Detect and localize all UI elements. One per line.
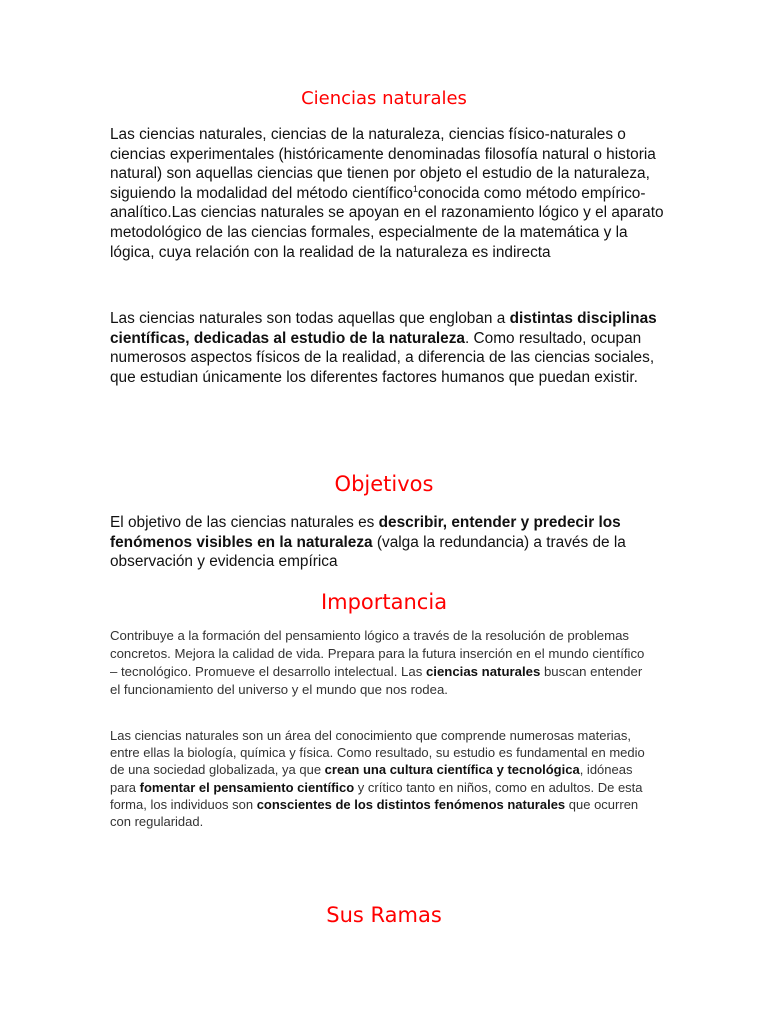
disciplines-text-b: . Como resultado, ocupan numerosos aspectos físicos de la realidad, a diferencia de las ciencias sociales, que estudian únicamente los diferentes factores humanos que puedan existir. bbox=[110, 329, 655, 386]
importancia2-text-a: Las ciencias naturales son un área del conocimiento que comprende numerosas materias, entre ellas la biología, química y física. Como resultado, su estudio es fundamental en medio de una sociedad globalizada, ya que bbox=[110, 728, 645, 778]
importancia1-bold: ciencias naturales bbox=[425, 663, 541, 679]
disciplines-bold: distintas disciplinas científicas, dedicadas al estudio de la naturaleza bbox=[110, 310, 657, 347]
objetivos-bold: describir, entender y predecir los fenómenos visibles en la naturaleza bbox=[110, 514, 621, 551]
heading-objetivos: Objetivos bbox=[334, 472, 434, 496]
disciplines-text-a: Las ciencias naturales son todas aquellas que engloban a bbox=[110, 310, 510, 327]
importancia1-text-a: Contribuye a la formación del pensamiento lógico a través de la resolución de problemas concretos. Mejora la calidad de vida. Prepara para la futura inserción en el mundo científico – tecnológico. Promueve el desarrollo intelectual. Las bbox=[110, 628, 645, 679]
objetivos-text-b: (valga la redundancia) a través de la observación y evidencia empírica bbox=[110, 533, 626, 571]
paragraph-definition bbox=[110, 125, 665, 262]
definition-text-b: conocida como método empírico-analítico.Las ciencias naturales se apoyan en el razonamiento lógico y el aparato metodológico de las ciencias formales, especialmente de la matemática y la lógica, cuya relación con la realidad de la naturaleza es indirecta bbox=[110, 184, 664, 261]
paragraph-importancia-1 bbox=[110, 627, 655, 699]
importancia2-bold-2: fomentar el pensamiento científico bbox=[139, 779, 355, 795]
footnote-marker: 1 bbox=[412, 183, 418, 194]
paragraph-disciplines bbox=[110, 309, 665, 387]
importancia2-bold-1: crean una cultura científica y tecnológica bbox=[324, 762, 580, 778]
objetivos-text-a: El objetivo de las ciencias naturales es bbox=[110, 514, 379, 531]
importancia2-text-d: que ocurren con regularidad. bbox=[110, 796, 639, 830]
importancia2-text-c: y crítico tanto en niños, como en adultos. De esta forma, los individuos son bbox=[110, 779, 643, 812]
importancia2-bold-3: conscientes de los distintos fenómenos naturales bbox=[256, 796, 566, 812]
heading-sus-ramas: Sus Ramas bbox=[326, 903, 442, 927]
definition-text-a: Las ciencias naturales, ciencias de la naturaleza, ciencias físico-naturales o ciencias experimentales (históricamente denominadas filosofía natural o historia natural) son aquellas ciencias que tienen por objeto el estudio de la naturaleza, siguiendo la modalidad del método científico bbox=[110, 126, 656, 202]
importancia2-text-b: , idóneas para bbox=[110, 762, 633, 795]
heading-importancia: Importancia bbox=[320, 590, 448, 614]
heading-ciencias-naturales: Ciencias naturales bbox=[301, 88, 467, 109]
paragraph-importancia-2 bbox=[110, 727, 655, 830]
paragraph-objetivos bbox=[110, 513, 665, 572]
importancia1-text-b: buscan entender el funcionamiento del universo y el mundo que nos rodea. bbox=[110, 663, 643, 697]
